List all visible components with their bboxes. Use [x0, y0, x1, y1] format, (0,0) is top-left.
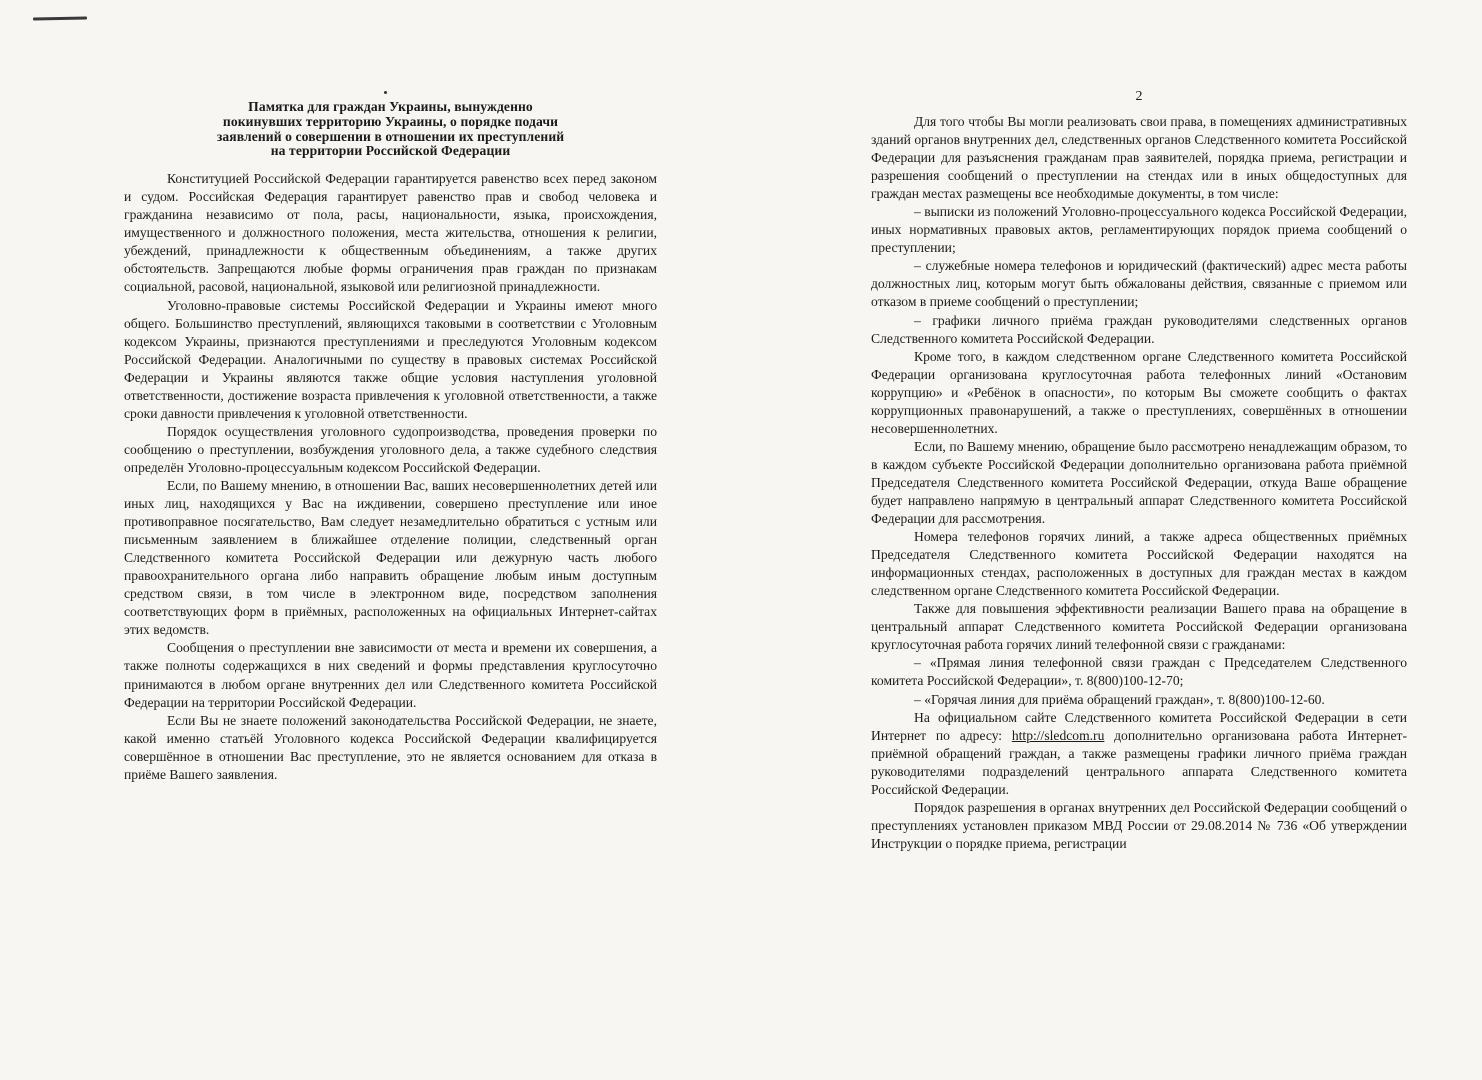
paragraph: Если, по Вашему мнению, в отношении Вас, ваших несовершеннолетних детей или иных лиц, находящихся у Вас на иждивении, совершено преступление или иное противоправное посягательство, Вам следует незамедлительно обратиться с устным или письменным заявлением в ближайшее отделение полиции, следственный орган Следственного комитета Российской Федерации или дежурную часть любого правоохранительного органа либо направить обращение любым иным доступным средством связи, в том числе в электронном виде, посредством заполнения соответствующих форм в приёмных, расположенных на официальных Интернет-сайтах этих ведомств. [124, 477, 657, 638]
site-text-before: На официальном сайте Следственного комитета Российской Федерации в сети Интернет по адресу: [871, 709, 1407, 743]
paragraph: Конституцией Российской Федерации гарантируется равенство всех перед законом и судом. Российская Федерация гарантирует равенство прав и свобод человека и гражданина независимо от пола, расы, национальности, языка, происхождения, имущественного и должностного положения, места жительства, отношения к религии, убеждений, принадлежности к общественным объединениям, а также других обстоятельств. Запрещаются любые формы ограничения прав граждан по признакам социальной, расовой, национальной, языковой или религиозной принадлежности. [124, 171, 657, 295]
left-page [124, 100, 657, 784]
title-line: Памятка для граждан Украины, вынужденно [248, 99, 533, 114]
paragraph: Кроме того, в каждом следственном органе Следственного комитета Российской Федерации организована круглосуточная работа телефонных линий «Остановим коррупцию» и «Ребёнок в опасности», по которым Вы сможете сообщить о фактах коррупционных правонарушений, а также о преступлениях, совершённых в отношении несовершеннолетних. [871, 348, 1407, 436]
title-line: на территории Российской Федерации [270, 143, 511, 159]
list-item: – «Горячая линия для приёма обращений граждан», т. 8(800)100-12-60. [914, 691, 1325, 707]
title-line: покинувших территорию Украины, о порядке подачи [222, 113, 559, 129]
page-number: 2 [1135, 89, 1143, 104]
title-line: заявлений о совершении в отношении их преступлений [216, 128, 565, 144]
paragraph: Сообщения о преступлении вне зависимости от места и времени их совершения, а также полноты содержащихся в них сведений и формы представления круглосуточно принимаются в любом органе внутренних дел или Следственного комитета Российской Федерации на территории Российской Федерации. [124, 640, 657, 710]
paragraph: Порядок осуществления уголовного судопроизводства, проведения проверки по сообщению о преступлении, возбуждения уголовного дела, а также судебного следствия определён Уголовно-процессуальным кодексом Российской Федерации. [124, 423, 657, 475]
scan-artifact-dot [384, 91, 387, 94]
list-item: – «Прямая линия телефонной связи граждан с Председателем Следственного комитета Российской Федерации», т. 8(800)100-12-70; [871, 655, 1407, 689]
paragraph-site [871, 709, 1407, 799]
sledcom-link[interactable]: http://sledcom.ru [1011, 727, 1105, 743]
paragraph: Порядок разрешения в органах внутренних дел Российской Федерации сообщений о преступлениях установлен приказом МВД России от 29.08.2014 № 736 «Об утверждении Инструкции о порядке приема, регистрации [871, 799, 1407, 851]
paragraph: Если, по Вашему мнению, обращение было рассмотрено ненадлежащим образом, то в каждом субъекте Российской Федерации дополнительно организована работа приёмной Председателя Следственного комитета Российской Федерации, откуда Ваше обращение будет направлено напрямую в центральный аппарат Следственного комитета Российской Федерации для рассмотрения. [871, 438, 1407, 527]
paragraph: Также для повышения эффективности реализации Вашего права на обращение в центральный аппарат Следственного комитета Российской Федерации организована круглосуточная работа горячих линий телефонной связи с гражданами: [871, 601, 1407, 653]
paragraph: Номера телефонов горячих линий, а также адреса общественных приёмных Председателя Следственного комитета Российской Федерации находятся на информационных стендах, расположенных в доступных для граждан местах в каждом следственном органе Следственного комитета Российской Федерации. [871, 529, 1407, 599]
paragraph: Если Вы не знаете положений законодательства Российской Федерации, не знаете, какой именно статьёй Уголовного кодекса Российской Федерации квалифицируется совершённое в отношении Вас преступление, это не является основанием для отказа в приёме Вашего заявления. [124, 712, 657, 782]
list-item: – служебные номера телефонов и юридический (фактический) адрес места работы должностных лиц, которым могут быть обжалованы действия, связанные с приемом или отказом в приеме сообщений о преступлении; [871, 258, 1407, 310]
list-item: – выписки из положений Уголовно-процессуального кодекса Российской Федерации, иных нормативных правовых актов, регламентирующих порядок приема сообщений о преступлении; [871, 204, 1407, 256]
paragraph: Уголовно-правовые системы Российской Федерации и Украины имеют много общего. Большинство преступлений, являющихся таковыми в соответствии с Уголовным кодексом Украины, признаются преступлениями и преследуются Уголовным кодексом Российской Федерации. Аналогичными по существу в правовых системах Российской Федерации и Украины являются также общие условия наступления уголовной ответственности, достижение возраста привлечения к уголовной ответственности, а также сроки давности привлечения к уголовной ответственности. [124, 297, 657, 421]
document-title [124, 100, 657, 159]
list-item: – графики личного приёма граждан руководителями следственных органов Следственного комитета Российской Федерации. [871, 312, 1407, 346]
scan-artifact-mark [33, 17, 87, 21]
right-page [871, 88, 1407, 853]
paragraph: Для того чтобы Вы могли реализовать свои права, в помещениях административных зданий органов внутренних дел, следственных органов Следственного комитета Российской Федерации для разъяснения гражданам прав заявителей, порядка приема, регистрации и разрешения сообщений о преступлении на стендах или в иных общедоступных для граждан местах размещены все необходимые документы, в том числе: [871, 114, 1407, 202]
site-text-after: дополнительно организована работа Интернет-приёмной обращений граждан, а также размещены графики личного приёма граждан руководителями подразделений центрального аппарата Следственного комитета Российской Федерации. [871, 727, 1407, 797]
